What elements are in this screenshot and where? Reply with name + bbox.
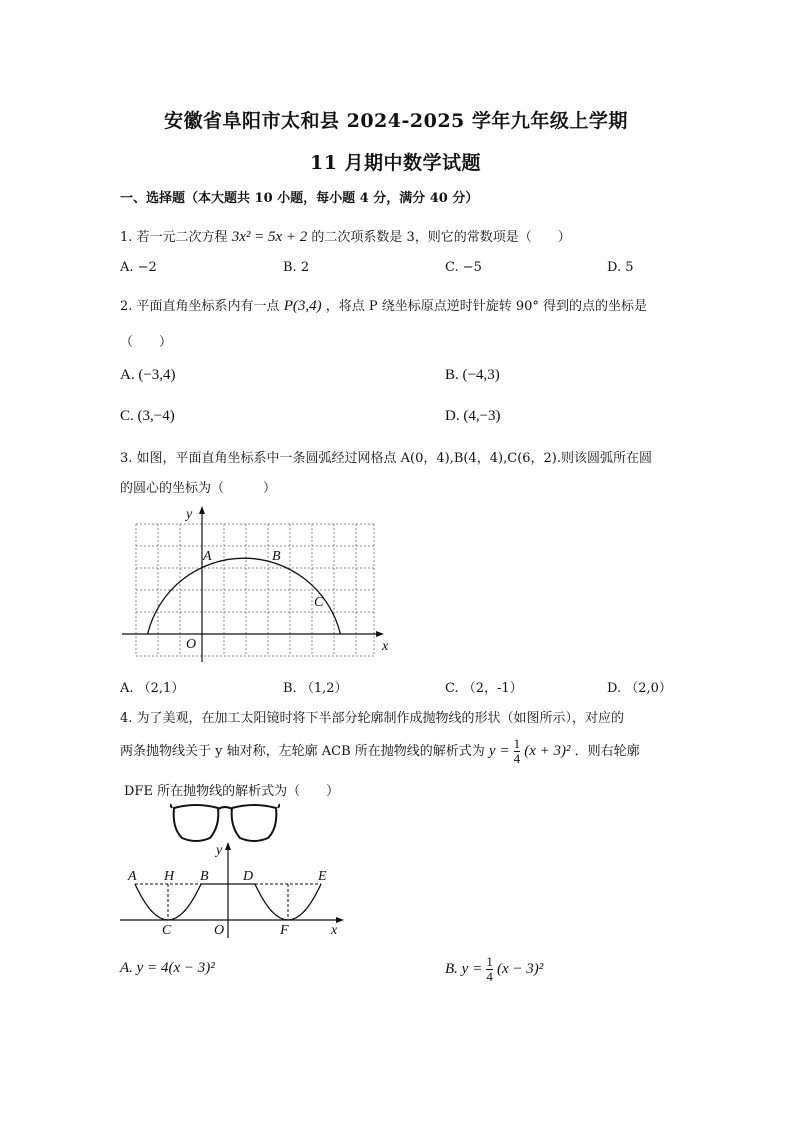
q4-y-axis-arrow-icon (225, 842, 231, 850)
q4-label-c: C (162, 923, 172, 938)
q3-point-b-label: B (272, 549, 281, 564)
q4-line-3: DFE 所在抛物线的解析式为（ ） (124, 784, 340, 799)
title-line-1: 安徽省阜阳市太和县 2024-2025 学年九年级上学期 (164, 110, 628, 132)
q4-label-e: E (318, 869, 327, 884)
q3-x-label: x (382, 639, 388, 654)
q4-label-h: H (164, 869, 175, 884)
q3-arc (148, 558, 341, 634)
y-axis-arrow-icon (199, 506, 205, 514)
q4-line-2 (120, 737, 640, 766)
q1-suffix: 的二次项系数是 3，则它的常数项是（ ） (311, 230, 571, 245)
q2-option-d[interactable]: D. (4,−3) (445, 408, 501, 424)
q3-grid-figure (118, 502, 388, 670)
q4-option-a-text: A. y = 4(x − 3)² (120, 960, 215, 976)
q3-point-c-label: C (314, 595, 324, 610)
q3-line-2: 的圆心的坐标为（ ） (120, 481, 277, 496)
q2-suffix: ，将点 P 绕坐标原点逆时针旋转 90° 得到的点的坐标是 (325, 299, 648, 314)
q4-option-a[interactable] (120, 960, 215, 977)
title-line-2: 11 月期中数学试题 (310, 152, 482, 174)
q3-point-a-label: A (203, 549, 212, 564)
q4-label-x: x (331, 923, 338, 938)
q1-option-c[interactable]: C. −5 (445, 260, 482, 275)
q3-y-label: y (186, 507, 193, 522)
q2-option-c[interactable]: C. (3,−4) (120, 408, 175, 424)
q4-fraction (514, 737, 521, 766)
q4-optb-num: 1 (486, 954, 493, 969)
q1-equation: 3x² = 5x + 2 (231, 229, 308, 245)
q4-option-b-prefix: B. y = (445, 961, 483, 977)
q3-option-d[interactable]: D. （2,0） (607, 681, 672, 696)
q3-line-1: 3. 如图，平面直角坐标系中一条圆弧经过网格点 A(0，4),B(4，4),C(6，2).则该圆弧所在圆 (120, 451, 653, 466)
q2-point: P(3,4) (283, 298, 322, 314)
q4-label-f: F (280, 923, 289, 938)
q4-parabola-figure (118, 840, 350, 940)
q1-option-a[interactable]: A. −2 (120, 260, 157, 275)
q3-option-a[interactable]: A. （2,1） (120, 681, 185, 696)
q3-option-c[interactable]: C. （2，-1） (445, 681, 523, 696)
q1-prefix: 1. 若一元二次方程 (120, 230, 228, 245)
q4-eq-right: (x + 3)² (524, 743, 571, 759)
q4-option-b-fraction (486, 955, 493, 984)
q4-line-2-suffix: ．则右轮廓 (574, 744, 640, 759)
q2-option-b[interactable]: B. (−4,3) (445, 367, 500, 383)
q4-frac-den: 4 (513, 751, 521, 766)
q4-label-y: y (216, 843, 223, 858)
q4-line-1: 4. 为了美观，在加工太阳镜时将下半部分轮廓制作成抛物线的形状（如图所示），对应的 (120, 711, 625, 726)
q2-option-a[interactable]: A. (−3,4) (120, 367, 176, 383)
q3-option-b[interactable]: B. （1,2） (283, 681, 348, 696)
q4-option-b[interactable] (445, 955, 543, 984)
q4-line-2-prefix: 两条抛物线关于 y 轴对称，左轮廓 ACB 所在抛物线的解析式为 (120, 744, 485, 759)
q4-label-a: A (128, 869, 137, 884)
section-heading: 一、选择题（本大题共 10 小题，每小题 4 分，满分 40 分） (120, 191, 479, 206)
q1-option-d[interactable]: D. 5 (607, 260, 634, 275)
question-2 (120, 295, 647, 315)
q2-prefix: 2. 平面直角坐标系内有一点 (120, 299, 280, 314)
q4-label-d: D (243, 869, 254, 884)
q4-label-b: B (200, 869, 209, 884)
q4-option-b-suffix: (x − 3)² (496, 961, 544, 977)
q4-label-o: O (214, 923, 225, 938)
q3-origin-label: O (186, 637, 197, 652)
question-1 (120, 226, 571, 246)
x-axis-arrow-icon (376, 631, 384, 637)
q4-eq-left: y = (488, 743, 510, 759)
q1-option-b[interactable]: B. 2 (283, 260, 310, 275)
q2-blank: （ ） (120, 335, 173, 350)
q4-frac-num: 1 (513, 736, 521, 751)
q4-optb-den: 4 (486, 969, 493, 984)
